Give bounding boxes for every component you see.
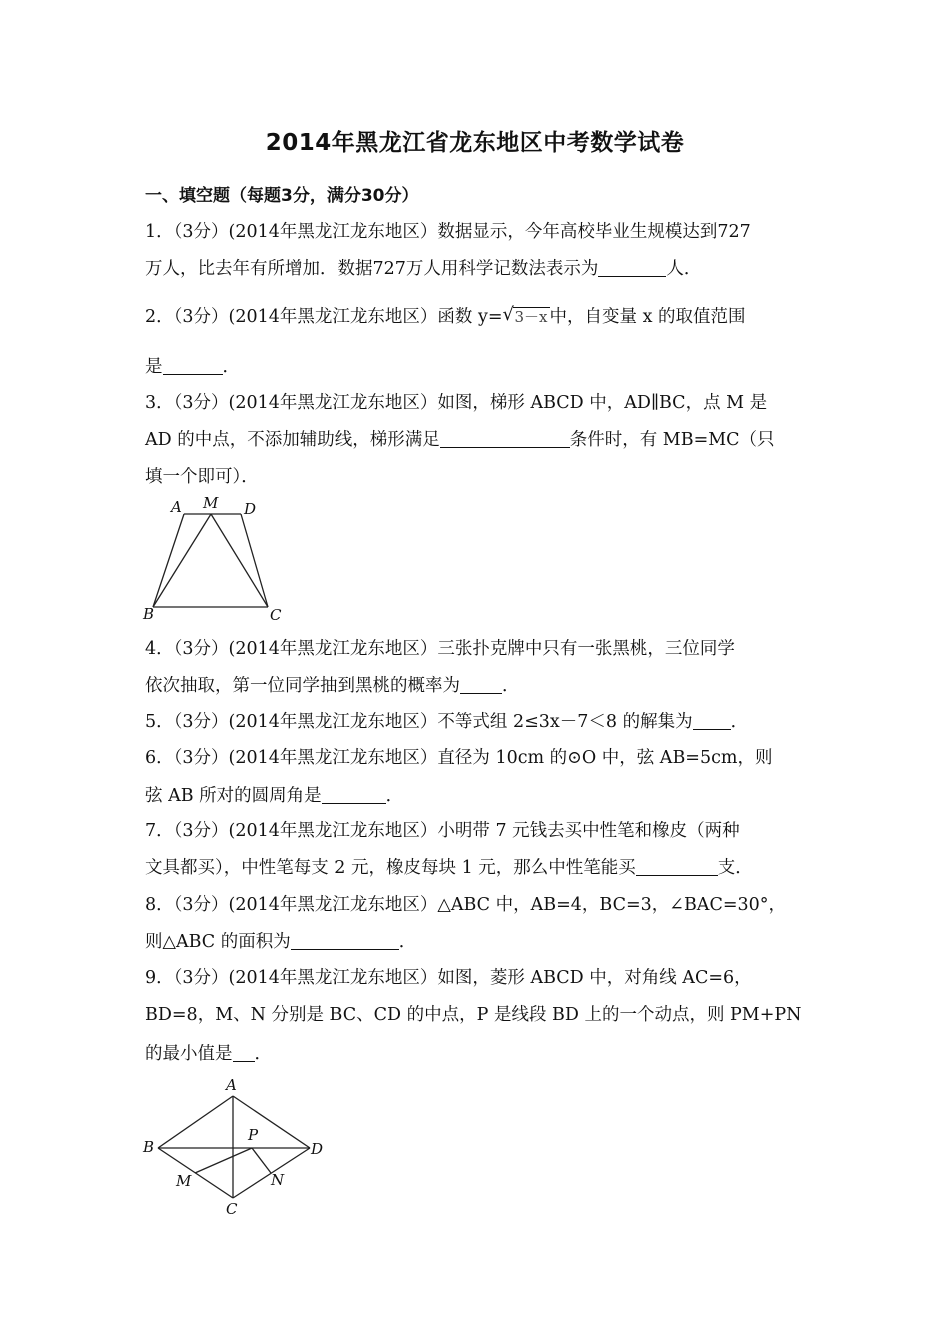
q3-line2 [145, 426, 775, 451]
q1-text-end: 人． [666, 259, 702, 279]
sqrt-expression [503, 306, 550, 327]
q8-answer-blank [291, 931, 399, 950]
page-title: 2014年黑龙江省龙东地区中考数学试卷 [265, 130, 685, 156]
label-n: N [271, 1171, 285, 1189]
q8-text-b: ． [398, 932, 417, 952]
q2-text-b: 中，自变量 x 的取值范围 [549, 307, 746, 327]
label-m: M [176, 1172, 192, 1190]
trapezoid-figure [138, 494, 298, 624]
q9-line1: 9．（3分）(2014年黑龙江龙东地区）如图，菱形 ABCD 中，对角线 AC=6， [145, 968, 752, 988]
q2-text-c: 是 [145, 357, 163, 377]
q9-line3 [145, 1040, 272, 1065]
q2-text-d: ． [222, 357, 240, 377]
q5-text: 5．（3分）(2014年黑龙江龙东地区）不等式组 2≤3x－7＜8 的解集为 [145, 712, 693, 732]
label-a: A [171, 498, 182, 516]
q6-text: 弦 AB 所对的圆周角是 [145, 786, 322, 806]
q8-line1: 8．（3分）(2014年黑龙江龙东地区）△ABC 中，AB=4，BC=3，∠BAC=30°， [145, 895, 787, 915]
q7-line2 [145, 854, 753, 879]
radical-sign-icon: √ [502, 304, 514, 325]
section-heading: 一、填空题（每题3分，满分30分） [145, 186, 419, 206]
label-d: D [244, 500, 257, 518]
q3-text-b: 条件时，有 MB=MC（只 [569, 430, 775, 450]
q8-text: 则△ABC 的面积为 [145, 932, 291, 952]
label-c: C [270, 606, 282, 624]
q5-answer-blank [693, 711, 731, 730]
label-b: B [143, 605, 155, 623]
q2-text: 2．（3分）(2014年黑龙江龙东地区）函数 y= [145, 307, 503, 327]
q7-text-b: 支． [717, 858, 753, 878]
q8-line2 [145, 928, 416, 953]
label-m: M [203, 494, 219, 512]
q4-answer-blank [460, 675, 502, 694]
q9-text-b: ． [254, 1044, 272, 1064]
q3-text: AD 的中点，不添加辅助线，梯形满足 [145, 430, 440, 450]
label-a: A [226, 1076, 237, 1094]
q7-answer-blank [636, 857, 718, 876]
label-b: B [143, 1138, 155, 1156]
q4-text: 依次抽取，第一位同学抽到黑桃的概率为 [145, 676, 460, 696]
q4-line2 [145, 672, 520, 697]
q3-line1: 3．（3分）(2014年黑龙江龙东地区）如图，梯形 ABCD 中，AD∥BC，点 M 是 [145, 393, 768, 413]
rhombus-figure [138, 1074, 338, 1222]
radicand: 3－x [514, 308, 548, 326]
q5-line1 [145, 708, 748, 733]
label-p: P [248, 1126, 259, 1144]
q1-line1: 1．（3分）(2014年黑龙江龙东地区）数据显示，今年高校毕业生规模达到727 [145, 222, 751, 242]
q9-line2: BD=8，M、N 分别是 BC、CD 的中点，P 是线段 BD 上的一个动点，则 PM+PN [145, 1005, 802, 1025]
q2-line2 [145, 353, 240, 378]
q4-text-b: ． [502, 676, 520, 696]
q9-answer-blank [233, 1043, 255, 1062]
q1-line2 [145, 255, 701, 280]
q6-text-b: ． [385, 786, 404, 806]
q5-text-b: ． [730, 712, 749, 732]
q7-text: 文具都买），中性笔每支 2 元，橡皮每块 1 元，那么中性笔能买 [145, 858, 636, 878]
q3-answer-blank [440, 429, 570, 448]
label-c: C [226, 1200, 238, 1218]
q3-line3: 填一个即可）． [145, 467, 259, 487]
q2-answer-blank [163, 356, 223, 375]
q6-line2 [145, 782, 403, 807]
q6-line1: 6．（3分）(2014年黑龙江龙东地区）直径为 10cm 的⊙O 中，弦 AB=5cm，则 [145, 748, 773, 768]
q1-answer-blank [598, 258, 666, 277]
q2-line1 [145, 303, 746, 328]
label-d: D [311, 1140, 324, 1158]
q6-answer-blank [322, 785, 386, 804]
q1-text: 万人，比去年有所增加．数据727万人用科学记数法表示为 [145, 259, 599, 279]
q9-text: 的最小值是 [145, 1044, 233, 1064]
q4-line1: 4．（3分）(2014年黑龙江龙东地区）三张扑克牌中只有一张黑桃，三位同学 [145, 639, 735, 659]
q7-line1: 7．（3分）(2014年黑龙江龙东地区）小明带 7 元钱去买中性笔和橡皮（两种 [145, 821, 740, 841]
